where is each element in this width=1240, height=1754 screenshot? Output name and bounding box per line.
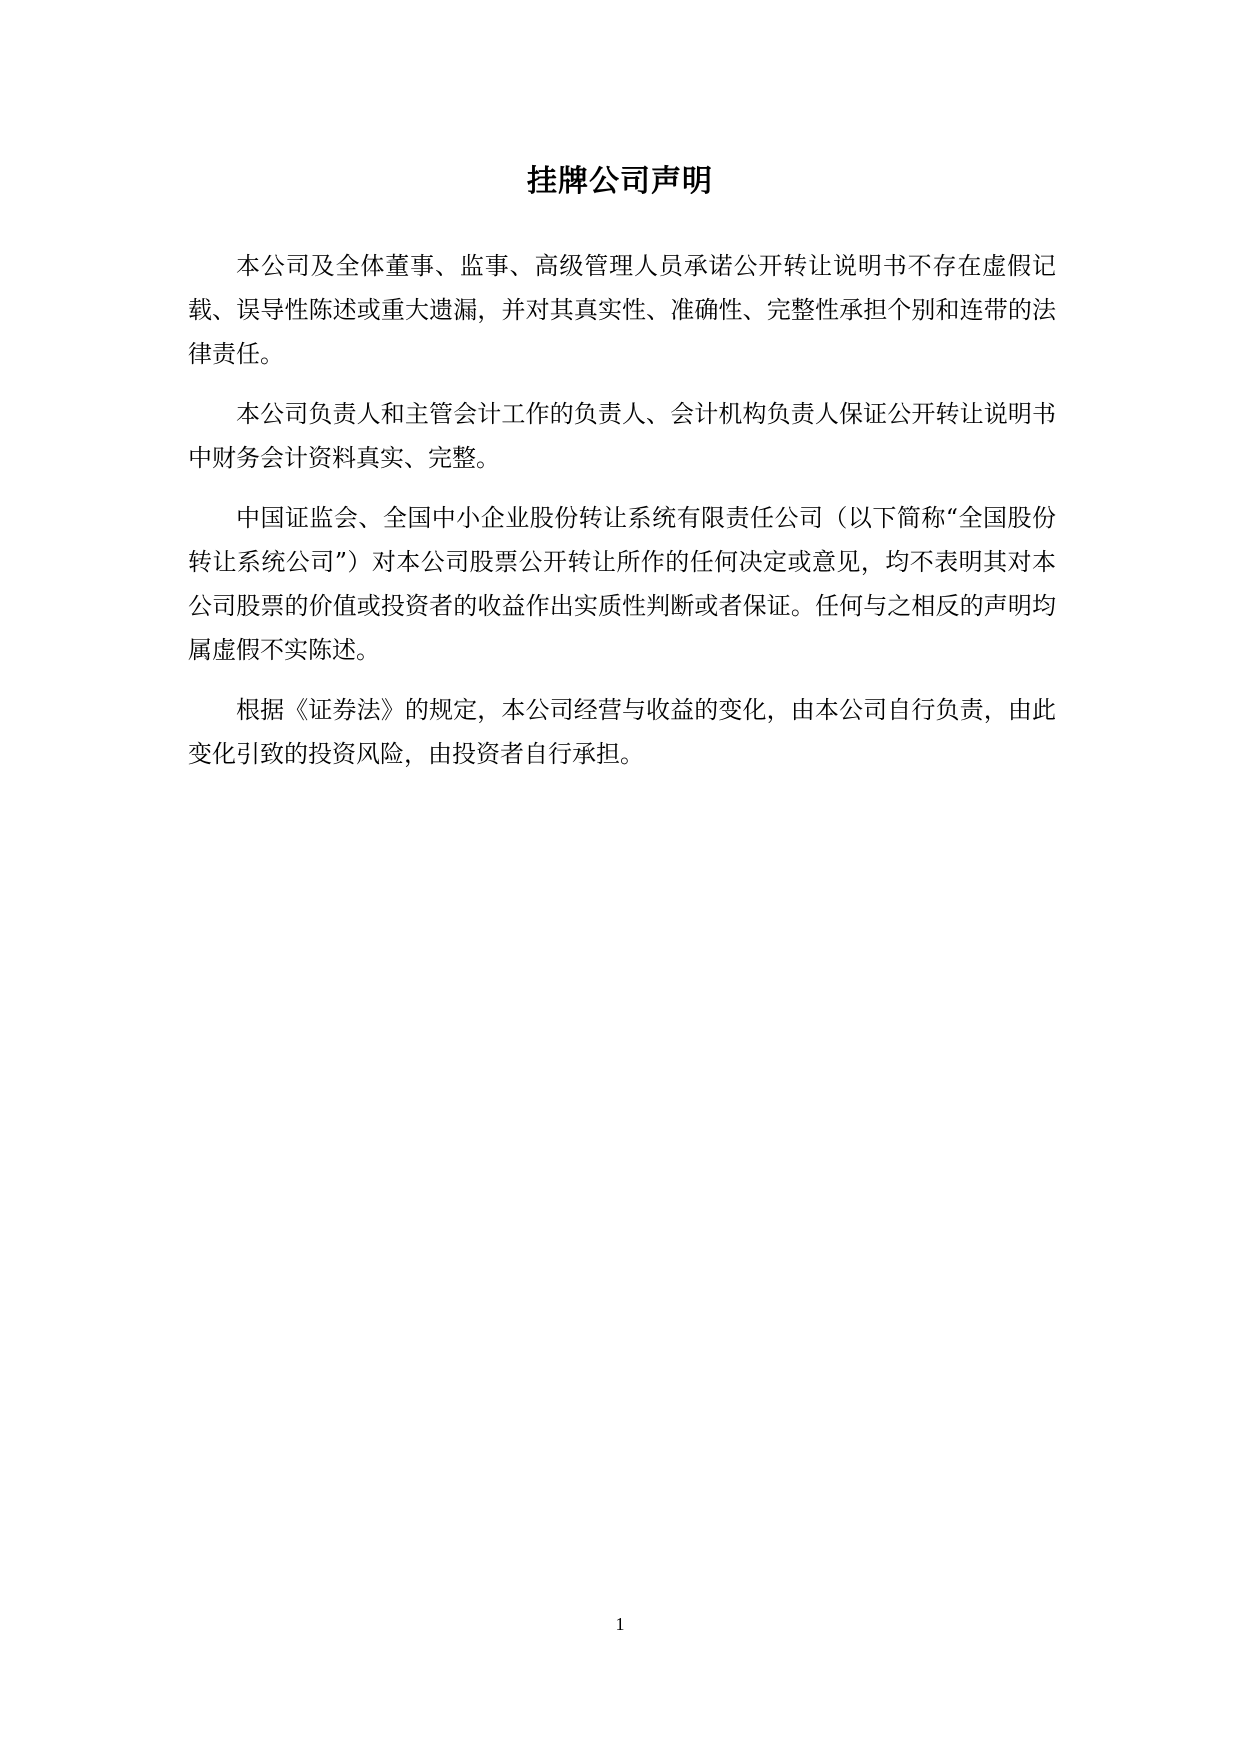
- page-number: 1: [615, 1614, 625, 1634]
- statement-body: [188, 244, 1056, 792]
- paragraph-investment-risk: 根据《证券法》的规定，本公司经营与收益的变化，由本公司自行负责，由此变化引致的投资风险，由投资者自行承担。: [188, 696, 1056, 768]
- paragraph-regulator-disclaimer: 中国证监会、全国中小企业股份转让系统有限责任公司（以下简称“全国股份转让系统公司”）对本公司股票公开转让所作的任何决定或意见，均不表明其对本公司股票的价值或投资者的收益作出实质性判断或者保证。任何与之相反的声明均属虚假不实陈述。: [188, 504, 1056, 664]
- paragraph-financial-assurance: 本公司负责人和主管会计工作的负责人、会计机构负责人保证公开转让说明书中财务会计资料真实、完整。: [188, 400, 1056, 472]
- paragraph-directors-commitment: 本公司及全体董事、监事、高级管理人员承诺公开转让说明书不存在虚假记载、误导性陈述或重大遗漏，并对其真实性、准确性、完整性承担个别和连带的法律责任。: [188, 252, 1056, 368]
- page-title: 挂牌公司声明: [527, 164, 713, 199]
